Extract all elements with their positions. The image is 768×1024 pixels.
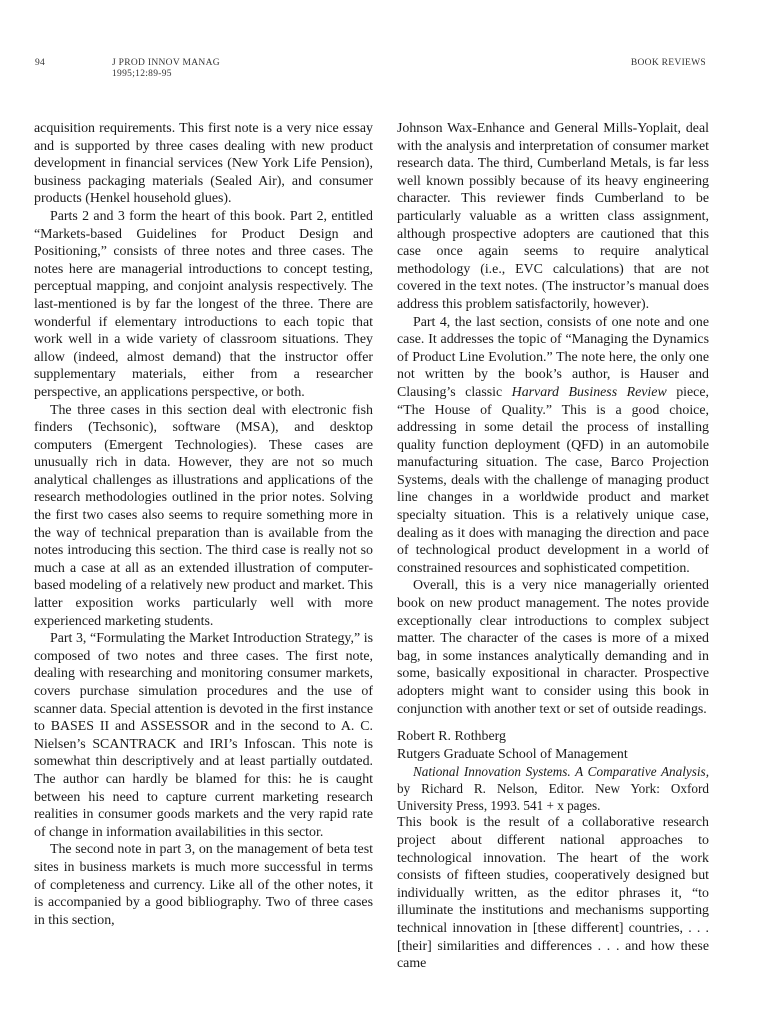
right-column (397, 120, 709, 973)
paragraph: The second note in part 3, on the management of beta test sites in business markets is much more successful in terms of completeness and currency. Like all of the other notes, it is accompanied by a good bibliography. Two of three cases in this section, (34, 842, 373, 928)
paragraph: acquisition requirements. This first note is a very nice essay and is supported by three cases dealing with new product development in financial services (New York Life Pension), business packaging materials (Sealed Air), and consumer products (Henkel household glues). (34, 121, 373, 207)
paragraph: Parts 2 and 3 form the heart of this book. Part 2, entitled “Markets-based Guidelines for Product Design and Positioning,” consists of three notes and three cases. The notes here are managerial introductions to concept testing, perceptual mapping, and conjoint analysis respectively. The last-mentioned is by far the longest of the three. There are wonderful if elementary introductions to each topic that work well in a wide variety of classroom situations. They allow (indeed, almost demand) that the instructor offer supplementary materials, either from a researcher perspective, an applications perspective, or both. (34, 208, 373, 400)
book-title: National Innovation Systems. A Comparative Analysis, (413, 764, 709, 780)
reviewer-signature (397, 728, 709, 763)
book-citation (397, 763, 709, 814)
left-column (34, 120, 373, 929)
reviewer-name: Robert R. Rothberg (397, 729, 506, 745)
journal-name: J PROD INNOV MANAG (112, 58, 220, 68)
paragraph: Part 3, “Formulating the Market Introduction Strategy,” is composed of two notes and three cases. The first note, dealing with researching and monitoring consumer markets, covers purchase simulation procedures and the use of scanner data. Special attention is devoted in the first instance to BASES II and ASSESSOR and in the second to A. C. Nielsen’s SCANTRACK and IRI’s Infoscan. This note is somewhat thin descriptively and at least partially outdated. The author can hardly be blamed for this: he is caught between his need to capture current marketing research realities in consumer goods markets and the very rapid rate of change in information availabilities in this sector. (34, 631, 373, 840)
book-details: by Richard R. Nelson, Editor. New York: Oxford University Press, 1993. 541 + x pages. (397, 781, 709, 814)
page-number: 94 (35, 58, 46, 68)
text-span: piece, “The House of Quality.” This is a good choice, addressing in some detail the process of installing quality function deployment (QFD) in an automobile manufacturing situation. The case, Barco Projection Systems, deals with the challenge of managing product line changes in a worldwide product and market specialty situation. This is a relatively unique case, dealing as it does with managing the direction and pace of technological product development in a world of constrained resources and sophisticated competition. (397, 384, 709, 576)
paragraph (397, 314, 709, 578)
journal-citation (112, 58, 220, 80)
paragraph: Johnson Wax-Enhance and General Mills-Yoplait, deal with the analysis and interpretation of consumer market research data. The third, Cumberland Metals, is far less well known possibly because of its heavy engineering character. This reviewer finds Cumberland to be particularly valuable as a written class assignment, although prospective adopters are cautioned that this case once again seems to require analytical methodology (i.e., EVC calculations) that are not covered in the text notes. (The instructor’s manual does address this problem satisfactorily, however). (397, 121, 709, 312)
section-title: BOOK REVIEWS (630, 58, 706, 68)
text-span: Part 4, the last section, consists of one note and one case. It addresses the topic of “Managing the Dynamics of Product Line Evolution.” The note here, the only one not written by the book’s author, is Hauser and Clausing’s classic (397, 314, 709, 400)
journal-title: Harvard Business Review (511, 384, 667, 400)
paragraph: This book is the result of a collaborative research project about different national approaches to technological innovation. The heart of the work consists of fifteen studies, cooperatively designed but individually written, as the editor phrases it, “to illuminate the institutions and mechanisms supporting technical innovation in [these different] countries, . . . [their] similarities and differences . . . and how these came (397, 815, 709, 972)
paragraph: The three cases in this section deal with electronic fish finders (Techsonic), software (MSA), and desktop computers (Emergent Technologies). These cases are unusually rich in data. However, they are not so much analytical challenges as illustrations and applications of the research methodologies outlined in the prior notes. Solving the first two cases also seems to require something more in the way of technical preparation than is available from the notes introducing this section. The third case is really not so much a case at all as an extended illustration of computer-based modeling of a relatively new product and market. This latter exposition works particularly well with more experienced marketing students. (34, 402, 373, 629)
journal-volume: 1995;12:89-95 (112, 69, 172, 79)
reviewer-affiliation: Rutgers Graduate School of Management (397, 746, 628, 762)
running-header (0, 58, 768, 88)
paragraph: Overall, this is a very nice managerially oriented book on new product management. The notes provide exceptionally clear introductions to complex subject matter. The character of the cases is more of a mixed bag, in some instances analytically demanding and in some, basically expositional in character. Prospective adopters might want to consider using this book in conjunction with another text or set of outside readings. (397, 578, 709, 717)
